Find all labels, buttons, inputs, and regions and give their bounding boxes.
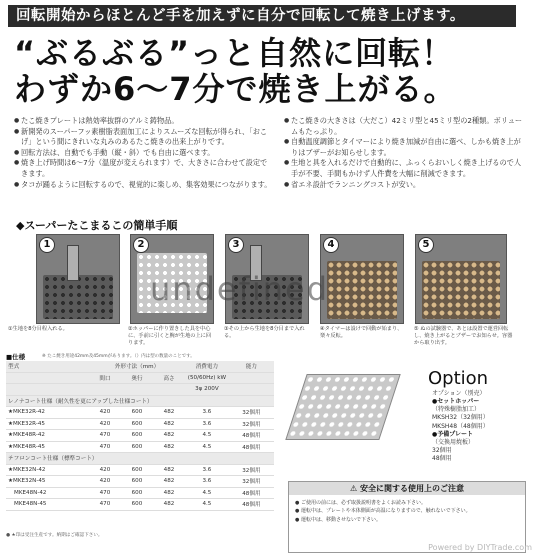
cell-model: ★MKE32N-42 bbox=[6, 464, 89, 476]
feature-item: ● たこ焼きの大きさは（大だこ）42ミリ型と45ミリ型の2種類。ボリュームもたっぷり。 bbox=[284, 116, 524, 137]
headline-line-1: “ぶるぶる”っと自然に回転！ bbox=[14, 34, 455, 72]
powered-by-watermark: Powered by DIYTrade.com bbox=[428, 543, 532, 552]
table-header-row bbox=[6, 384, 274, 396]
cell-power: 3.6 bbox=[185, 464, 229, 476]
option-item-line: 48個用 bbox=[432, 455, 452, 463]
step-number: 1 bbox=[39, 237, 55, 253]
cell-model: ★MKE32N-45 bbox=[6, 476, 89, 488]
table-row bbox=[6, 487, 274, 499]
table-header-row bbox=[6, 361, 274, 372]
step-caption: ④タイマーは設けで回動が始まり、楽々反転。 bbox=[320, 326, 403, 339]
safety-line: ● ご使用の前には、必ず取扱説明書をよくお読み下さい。 bbox=[295, 500, 426, 506]
cell-depth: 600 bbox=[121, 487, 153, 499]
step-caption: ⑤ ぬの試験器で、あとは設置で運営回転し、焼き上がるとブザーでお知らせ。容器から取り出す。 bbox=[414, 326, 513, 346]
cell-height: 482 bbox=[153, 476, 185, 488]
cell-power: 4.5 bbox=[185, 487, 229, 499]
spec-table bbox=[6, 361, 274, 511]
cell-height: 482 bbox=[153, 407, 185, 419]
cell-width: 470 bbox=[89, 499, 121, 511]
features-left bbox=[14, 116, 272, 190]
safety-title-text: 安全に関する使用上のご注意 bbox=[359, 484, 464, 493]
step-photo-1 bbox=[36, 234, 120, 324]
header-model: 型式 bbox=[6, 361, 89, 372]
step-number: 2 bbox=[133, 237, 149, 253]
safety-notice-title bbox=[289, 482, 525, 495]
table-row bbox=[6, 464, 274, 476]
top-banner: 回転開始からほとんど手を加えずに自分で回転して焼き上げます。 bbox=[8, 5, 516, 27]
step-caption: ②ホッパーに作り置きした具を中心に、手前に引くと腕が生地の上に回ります。 bbox=[128, 326, 212, 346]
cell-capacity: 48個用 bbox=[229, 487, 274, 499]
option-plate-image bbox=[285, 374, 400, 440]
cell-depth: 600 bbox=[121, 441, 153, 453]
warning-icon: ⚠ bbox=[350, 484, 358, 493]
cell-power: 4.5 bbox=[185, 441, 229, 453]
header-depth: 奥行 bbox=[121, 372, 153, 384]
cell-width: 470 bbox=[89, 487, 121, 499]
steps-section-title: ◆スーパーたこまるこの簡単手順 bbox=[16, 219, 178, 232]
step-caption: ③その上から生地を8分目まで入れる。 bbox=[224, 326, 305, 339]
step-number: 3 bbox=[228, 237, 244, 253]
feature-item: ● たこ焼きプレートは熱効率抜群のアルミ鋳物品。 bbox=[14, 116, 272, 127]
cell-depth: 600 bbox=[121, 464, 153, 476]
header-power-voltage: 3φ 200V bbox=[185, 384, 229, 396]
feature-item: ● 自動温度調節とタイマーにより焼き加減が自由に選べ、しかも焼き上がりはブザーがお知らせします。 bbox=[284, 137, 524, 158]
cell-height: 482 bbox=[153, 464, 185, 476]
feature-item: ● 焼き上げ時間は6〜7分（温度が変えられます）で、大きさに合わせて設定できます。 bbox=[14, 158, 272, 179]
feature-item: ● 省エネ設計でランニングコストが安い。 bbox=[284, 180, 524, 191]
cell-power: 4.5 bbox=[185, 430, 229, 442]
option-list bbox=[432, 398, 489, 464]
cell-capacity: 32個用 bbox=[229, 476, 274, 488]
cell-model: ★MKE48R-45 bbox=[6, 441, 89, 453]
step-number: 4 bbox=[323, 237, 339, 253]
step-photo-4 bbox=[320, 234, 404, 324]
feature-item: ● 生地と具を入れるだけで自動的に、ふっくらおいしく焼き上げるので人手が不要、手間もかけず人件費を大幅に削減できます。 bbox=[284, 158, 524, 179]
spec-note: ※ たこ焼き用途42mm及45mmがあります。（）内は型の数量のことです。 bbox=[42, 354, 195, 359]
batter-dispenser-image bbox=[67, 245, 79, 281]
group-label: レノナコート仕様（耐久性を更にアップした仕様コート） bbox=[6, 395, 274, 407]
group-label: テフロンコート仕様（標準コート） bbox=[6, 453, 274, 465]
cell-height: 482 bbox=[153, 499, 185, 511]
header-dims: 外形寸法（mm） bbox=[89, 361, 185, 372]
table-row bbox=[6, 407, 274, 419]
option-item-line: 32個用 bbox=[432, 447, 452, 455]
finished-takoyaki-image bbox=[422, 261, 500, 319]
cell-width: 420 bbox=[89, 464, 121, 476]
safety-line: ● 運転中は、移動させないで下さい。 bbox=[295, 516, 381, 523]
cell-height: 482 bbox=[153, 418, 185, 430]
cell-height: 482 bbox=[153, 487, 185, 499]
option-item-line: MKSH48（48個用） bbox=[432, 422, 489, 430]
step-photo-5 bbox=[415, 234, 507, 324]
feature-item: ● 回転方法は、自動でも手動（縦・斜）でも自由に選べます。 bbox=[14, 148, 272, 159]
cell-power: 3.6 bbox=[185, 418, 229, 430]
table-group-row bbox=[6, 395, 274, 407]
option-subtitle: オプション（別売） bbox=[432, 390, 486, 397]
spec-footnote: ● ★印は受注生産です。納期はご確認下さい。 bbox=[6, 533, 103, 538]
table-row bbox=[6, 499, 274, 511]
cell-width: 470 bbox=[89, 430, 121, 442]
cell-model: ★MKE32R-45 bbox=[6, 418, 89, 430]
cell-height: 482 bbox=[153, 430, 185, 442]
cell-model: MKE48N-45 bbox=[6, 499, 89, 511]
header-height: 高さ bbox=[153, 372, 185, 384]
cell-capacity: 32個用 bbox=[229, 464, 274, 476]
option-item-line: （特殊樹脂加工） bbox=[432, 406, 481, 414]
cell-capacity: 32個用 bbox=[229, 418, 274, 430]
option-item-line: （交換用焼板） bbox=[432, 439, 475, 447]
cell-model: ★MKE32R-42 bbox=[6, 407, 89, 419]
cell-capacity: 48個用 bbox=[229, 441, 274, 453]
cell-depth: 600 bbox=[121, 430, 153, 442]
takoyaki-plate-image bbox=[43, 275, 113, 319]
cell-width: 420 bbox=[89, 407, 121, 419]
option-title: Option bbox=[428, 368, 489, 389]
table-header-row bbox=[6, 372, 274, 384]
option-item-line: MKSH32（32個用） bbox=[432, 414, 489, 422]
cell-height: 482 bbox=[153, 441, 185, 453]
header-power-hz: (50/60Hz) kW bbox=[185, 372, 229, 384]
step-caption: ①生地を8分目程入れる。 bbox=[8, 326, 68, 332]
cell-power: 4.5 bbox=[185, 499, 229, 511]
option-item-title: ●予備プレート bbox=[432, 430, 473, 438]
cell-depth: 600 bbox=[121, 499, 153, 511]
step-number: 5 bbox=[418, 237, 434, 253]
table-group-row bbox=[6, 453, 274, 465]
table-row bbox=[6, 441, 274, 453]
cell-depth: 600 bbox=[121, 476, 153, 488]
cell-model: MKE48N-42 bbox=[6, 487, 89, 499]
headline-line-2: わずか6〜7分で焼き上がる。 bbox=[14, 70, 457, 108]
cell-width: 470 bbox=[89, 441, 121, 453]
header-width: 間口 bbox=[89, 372, 121, 384]
header-power: 消費電力 bbox=[185, 361, 229, 372]
cell-capacity: 48個用 bbox=[229, 430, 274, 442]
cell-width: 420 bbox=[89, 418, 121, 430]
table-row bbox=[6, 430, 274, 442]
table-row bbox=[6, 476, 274, 488]
feature-item: ● 新開発のスーパーフッ素樹脂表面加工によりスムーズな回転が得られ、「おこげ」という間にきれいな丸みのあるたこ焼きの出来上がりです。 bbox=[14, 127, 272, 148]
feature-item: ● タコが踊るように回転するので、視覚的に楽しめ、集客効果につながります。 bbox=[14, 180, 272, 191]
safety-line: ● 運転中は、プレートや本体側面が高温になりますので、触れないで下さい。 bbox=[295, 508, 471, 515]
spec-title: ■仕様 bbox=[6, 353, 26, 361]
cell-capacity: 32個用 bbox=[229, 407, 274, 419]
cell-width: 420 bbox=[89, 476, 121, 488]
cell-power: 3.6 bbox=[185, 407, 229, 419]
cell-capacity: 48個用 bbox=[229, 499, 274, 511]
cell-model: ★MKE48R-42 bbox=[6, 430, 89, 442]
cell-power: 3.6 bbox=[185, 476, 229, 488]
cell-depth: 600 bbox=[121, 407, 153, 419]
watermark-text: undefined bbox=[150, 270, 329, 308]
features-right bbox=[284, 116, 524, 190]
header-capacity: 能力 bbox=[229, 361, 274, 372]
cooking-plate-image bbox=[327, 261, 397, 319]
table-row bbox=[6, 418, 274, 430]
safety-notice-body bbox=[295, 499, 471, 524]
cell-depth: 600 bbox=[121, 418, 153, 430]
option-item-title: ●セットホッパー bbox=[432, 398, 480, 405]
